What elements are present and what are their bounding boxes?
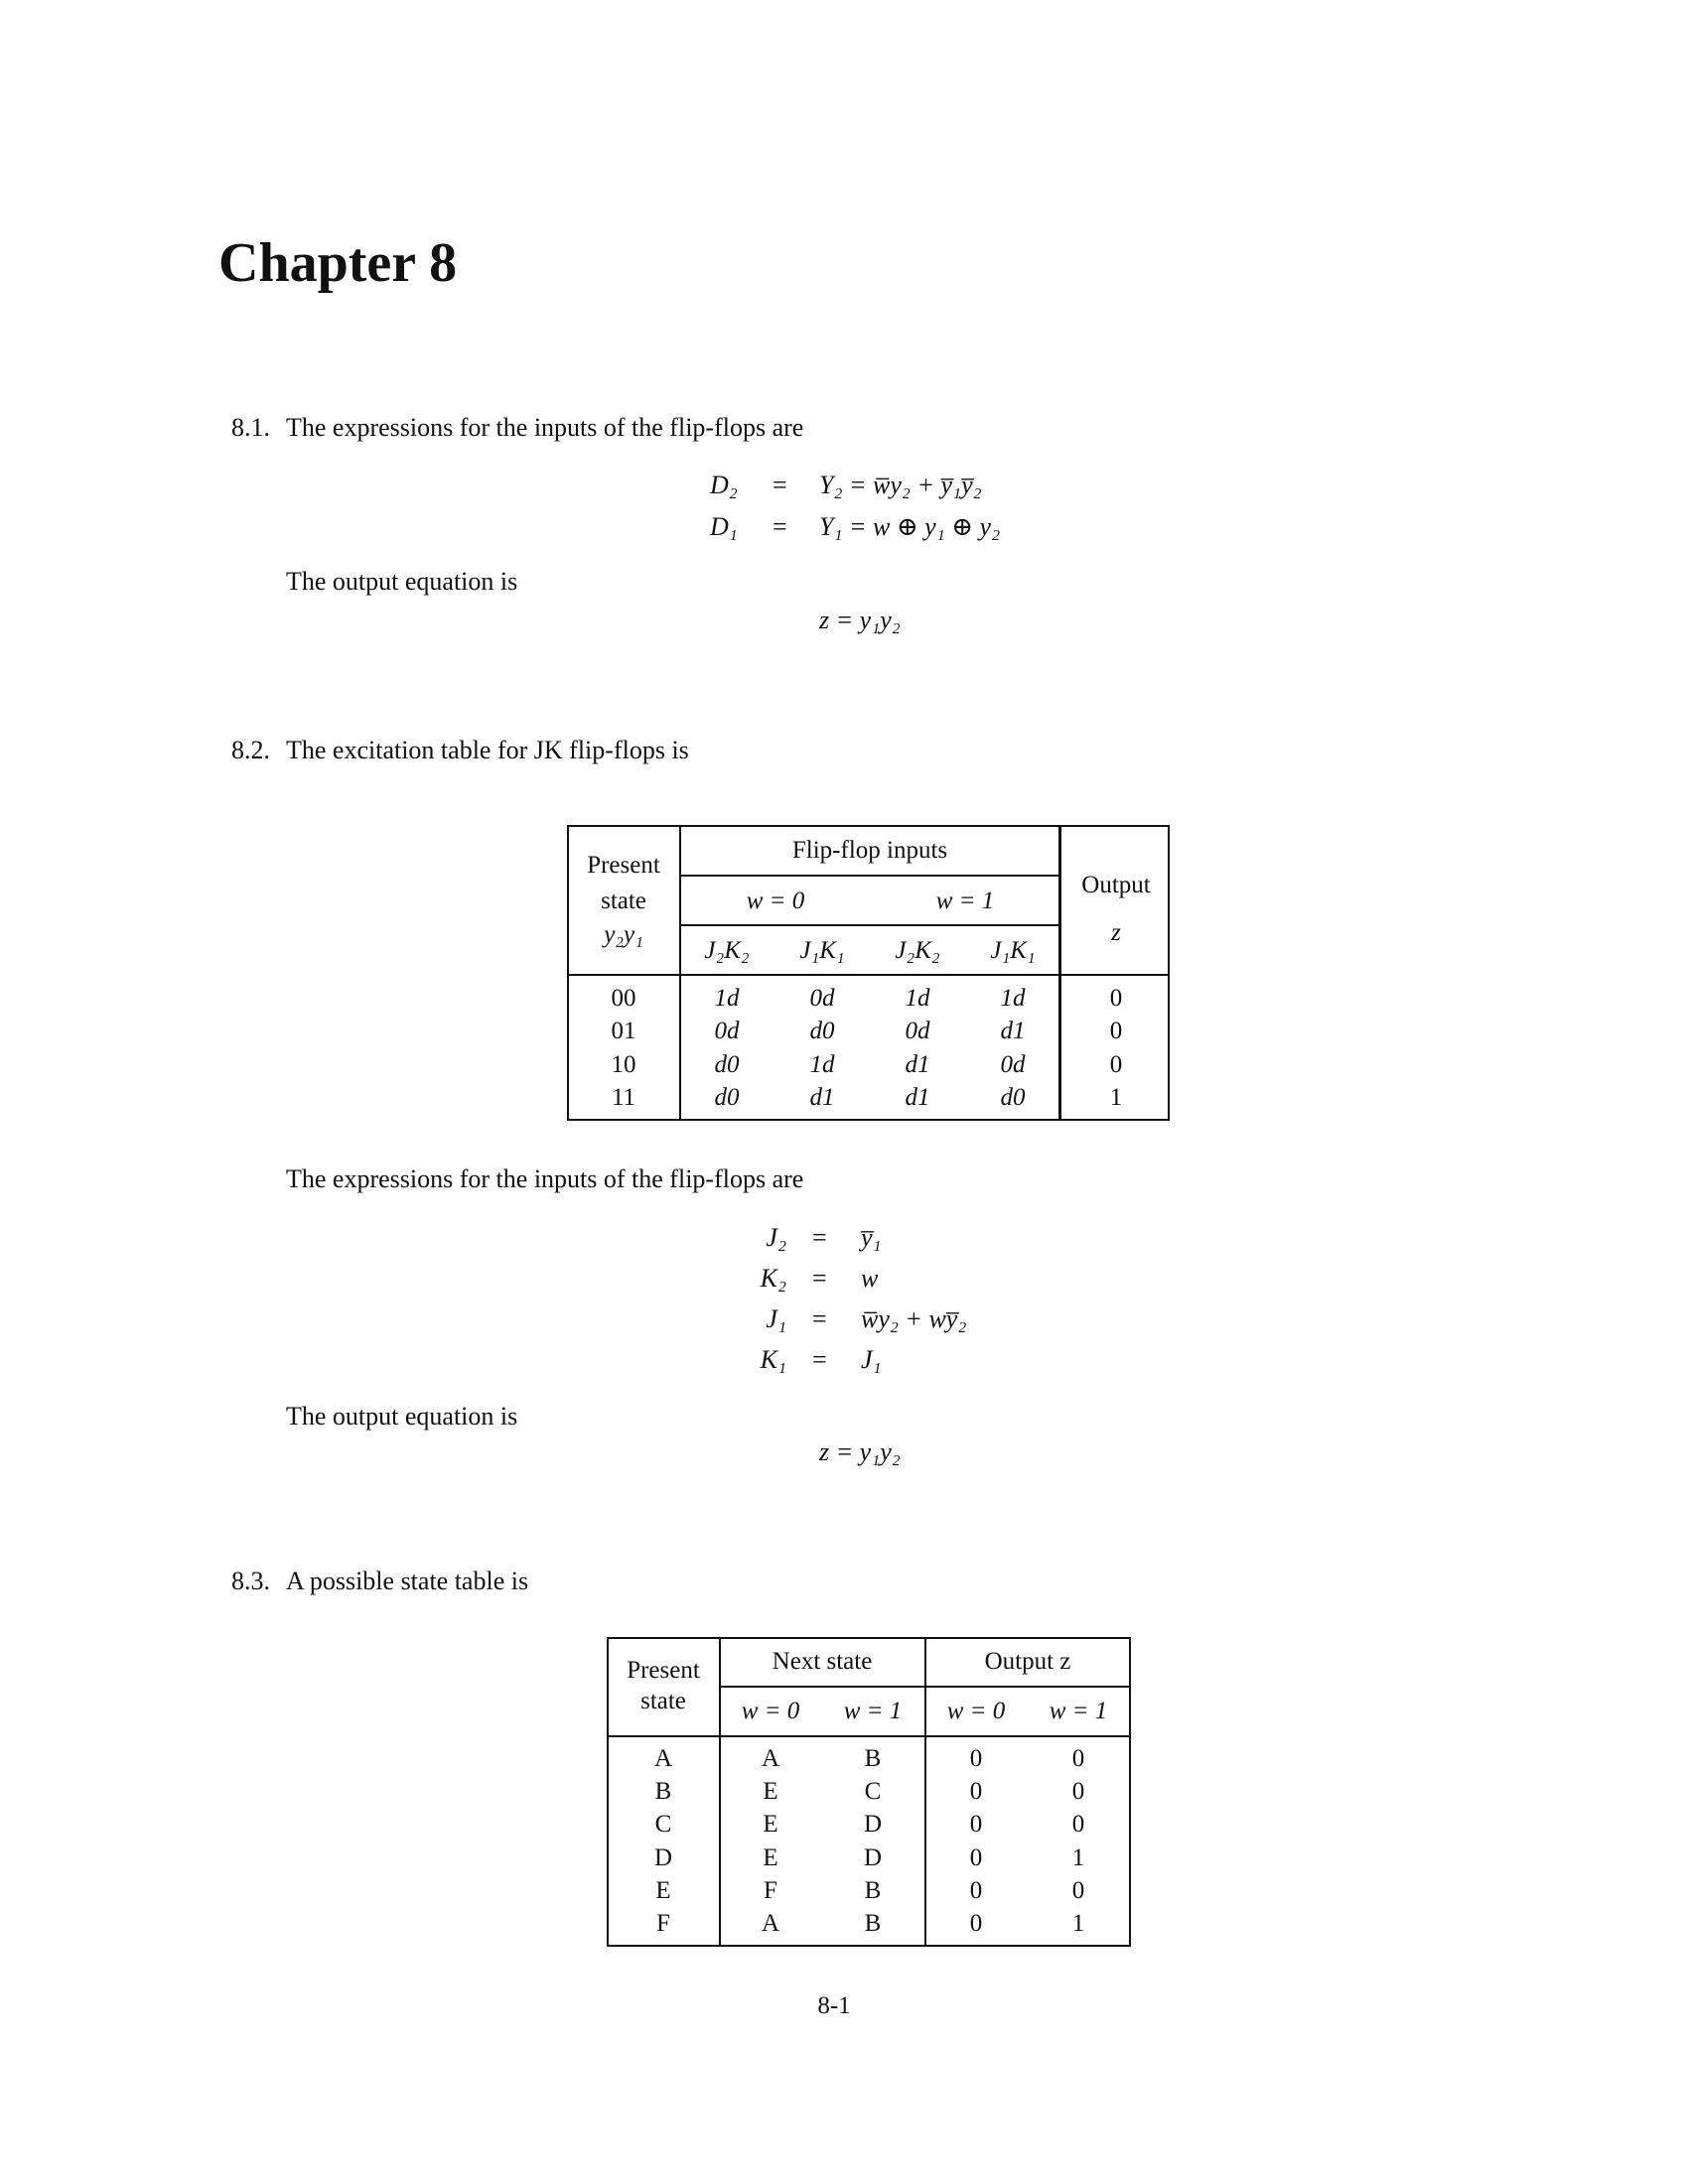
eq-sign: = <box>812 1304 827 1333</box>
eq-rhs: J₁ <box>861 1345 882 1374</box>
table-cell: 0 <box>1109 1018 1123 1045</box>
output-label: The output equation is <box>286 567 518 596</box>
table-cell: 0 <box>969 1843 983 1871</box>
section-intro: The expressions for the inputs of the flip-flops are <box>286 413 804 442</box>
table-cell: 1 <box>1071 1843 1085 1871</box>
table-cell: d1 <box>905 1050 930 1078</box>
header-sub: w = 0 <box>946 1698 1006 1724</box>
page-number: 8-1 <box>817 1992 851 2019</box>
table-cell: 1d <box>905 985 930 1012</box>
table-cell: 0d <box>714 1018 740 1045</box>
table-cell: F <box>764 1876 777 1904</box>
eq-sign: = <box>812 1264 827 1293</box>
table-cell: 0 <box>969 1811 983 1839</box>
header-sub: J₁K₁ <box>990 937 1036 964</box>
table-cell: 0 <box>1109 1050 1123 1078</box>
section-number: 8.1. <box>231 413 270 442</box>
section-intro: The excitation table for JK flip-flops is <box>286 736 689 764</box>
table-cell: 00 <box>611 985 636 1012</box>
output-label: The output equation is <box>286 1402 518 1431</box>
header-flipflop-inputs: Flip-flop inputs <box>791 837 948 864</box>
table-cell: d1 <box>905 1083 930 1111</box>
eq-lhs: J₁ <box>766 1304 786 1333</box>
header-sub: w = 1 <box>843 1698 903 1724</box>
eq-rhs: w <box>861 1264 879 1293</box>
table-cell: A <box>653 1745 673 1772</box>
table-cell: 0 <box>1109 985 1123 1012</box>
table-cell: 1d <box>1000 985 1026 1012</box>
header-sub: w = 0 <box>741 1698 800 1724</box>
section-number: 8.2. <box>231 736 270 764</box>
header-w0: w = 0 <box>746 887 805 914</box>
header-sub: w = 1 <box>1049 1698 1108 1724</box>
table-cell: d1 <box>1000 1018 1026 1045</box>
header-sub: J₂K₂ <box>895 937 940 964</box>
table-cell: d0 <box>809 1018 835 1045</box>
eq-rhs: Y₁ = w ⊕ y₁ ⊕ y₂ <box>819 512 1001 541</box>
table-cell: A <box>761 1910 780 1937</box>
table-cell: 0d <box>809 985 835 1012</box>
table-cell: B <box>864 1876 882 1904</box>
header-output: Output <box>1081 872 1151 898</box>
header-state: state <box>640 1688 686 1714</box>
section-number: 8.3. <box>231 1567 270 1595</box>
table-cell: A <box>761 1745 780 1772</box>
table-cell: D <box>653 1843 673 1871</box>
eq-rhs: Y₂ = w̅y₂ + y̅₁y̅₂ <box>819 471 982 499</box>
header-present: Present <box>627 1657 700 1684</box>
table-cell: E <box>763 1843 778 1871</box>
expressions-label: The expressions for the inputs of the flip-flops are <box>286 1164 804 1193</box>
table-cell: D <box>863 1843 883 1871</box>
table-cell: B <box>864 1910 882 1937</box>
eq-sign: = <box>812 1223 827 1252</box>
table-cell: C <box>654 1811 672 1839</box>
table-cell: 0 <box>1071 1876 1085 1904</box>
header-sub: J₁K₁ <box>799 937 845 964</box>
table-cell: 1d <box>714 985 740 1012</box>
table-cell: d0 <box>714 1050 740 1078</box>
eq-rhs: y̅₁ <box>861 1223 882 1252</box>
eq-lhs: J₂ <box>766 1223 786 1252</box>
table-cell: 0 <box>1071 1778 1085 1806</box>
table-cell: F <box>656 1910 670 1937</box>
section-intro: A possible state table is <box>286 1567 529 1595</box>
table-cell: 1 <box>1071 1910 1085 1937</box>
table-cell: 1d <box>809 1050 835 1078</box>
table-cell: 01 <box>611 1018 636 1045</box>
header-present: Present <box>587 852 660 879</box>
header-z: z <box>1111 919 1121 946</box>
table-cell: E <box>655 1876 671 1904</box>
table-cell: C <box>864 1778 882 1806</box>
table-cell: 0d <box>1000 1050 1026 1078</box>
header-sub: J₂K₂ <box>704 937 750 964</box>
eq-lhs: K₁ <box>760 1345 786 1374</box>
table-cell: 1 <box>1109 1083 1123 1111</box>
header-state: state <box>601 887 646 914</box>
output-equation: z = y₁y₂ <box>819 1437 901 1466</box>
eq-rhs: w̅y₂ + wy̅₂ <box>861 1304 967 1333</box>
eq-sign: = <box>773 471 787 499</box>
table-cell: 0 <box>1071 1811 1085 1839</box>
table-cell: d1 <box>809 1083 835 1111</box>
table-cell: 10 <box>611 1050 636 1078</box>
table-cell: B <box>654 1778 672 1806</box>
table-cell: d0 <box>1000 1083 1026 1111</box>
table-cell: 0 <box>969 1778 983 1806</box>
eq-sign: = <box>773 512 787 541</box>
header-output-z: Output z <box>984 1648 1071 1675</box>
eq-lhs: D₂ <box>710 471 738 499</box>
header-next-state: Next state <box>772 1648 873 1675</box>
eq-lhs: K₂ <box>760 1264 786 1293</box>
table-cell: E <box>763 1778 778 1806</box>
table-cell: d0 <box>714 1083 740 1111</box>
table-cell: E <box>763 1811 778 1839</box>
table-cell: 0 <box>969 1910 983 1937</box>
table-cell: D <box>863 1811 883 1839</box>
chapter-title: Chapter 8 <box>218 232 458 294</box>
header-vars: y₂y₁ <box>604 921 643 948</box>
table-cell: 11 <box>611 1083 636 1111</box>
eq-lhs: D₁ <box>710 512 738 541</box>
table-cell: 0d <box>905 1018 930 1045</box>
header-w1: w = 1 <box>935 887 995 914</box>
table-cell: B <box>864 1745 882 1772</box>
table-cell: 0 <box>1071 1745 1085 1772</box>
output-equation: z = y₁y₂ <box>819 606 901 634</box>
table-cell: 0 <box>969 1876 983 1904</box>
table-cell: 0 <box>969 1745 983 1772</box>
eq-sign: = <box>812 1345 827 1374</box>
